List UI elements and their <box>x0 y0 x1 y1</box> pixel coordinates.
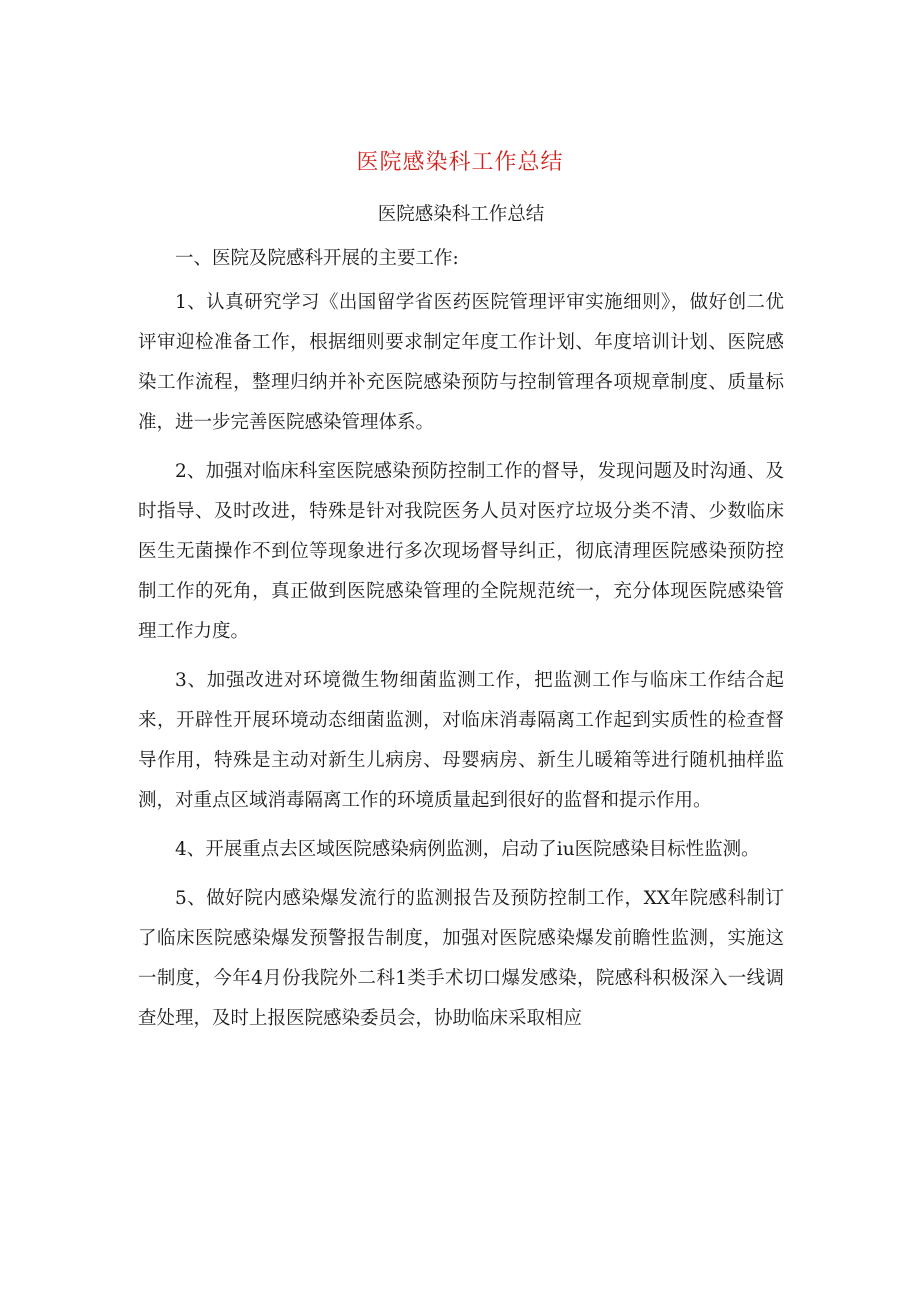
paragraph-5: 5、做好院内感染爆发流行的监测报告及预防控制工作，XX年院感科制订了临床医院感染爆发预警报告制度，加强对医院感染爆发前瞻性监测，实施这一制度，今年4月份我院外二科1类手术切口爆发感染，院感科积极深入一线调查处理，及时上报医院感染委员会，协助临床采取相应 <box>138 888 784 1029</box>
paragraph-2: 2、加强对临床科室医院感染预防控制工作的督导，发现问题及时沟通、及时指导、及时改进，特殊是针对我院医务人员对医疗垃圾分类不清、少数临床医生无菌操作不到位等现象进行多次现场督导纠正，彻底清理医院感染预防控制工作的死角，真正做到医院感染管理的全院规范统一，充分体现医院感染管理工作力度。 <box>138 461 784 642</box>
document-body <box>138 196 784 1048</box>
document-subtitle: 医院感染科工作总结 <box>377 204 545 225</box>
paragraph-4: 4、开展重点去区域医院感染病例监测，启动了iu医院感染目标性监测。 <box>175 839 760 860</box>
document-title: 医院感染科工作总结 <box>356 150 564 175</box>
paragraph-1: 1、认真研究学习《出国留学省医药医院管理评审实施细则》，做好创二优评审迎检准备工作，根据细则要求制定年度工作计划、年度培训计划、医院感染工作流程，整理归纳并补充医院感染预防与控制管理各项规章制度、质量标准，进一步完善医院感染管理体系。 <box>138 292 784 433</box>
paragraph-3: 3、加强改进对环境微生物细菌监测工作，把监测工作与临床工作结合起来，开辟性开展环境动态细菌监测，对临床消毒隔离工作起到实质性的检查督导作用，特殊是主动对新生儿病房、母婴病房、新生儿暖箱等进行随机抽样监测，对重点区域消毒隔离工作的环境质量起到很好的监督和提示作用。 <box>138 670 784 811</box>
section-heading: 一、医院及院感科开展的主要工作: <box>175 248 459 269</box>
